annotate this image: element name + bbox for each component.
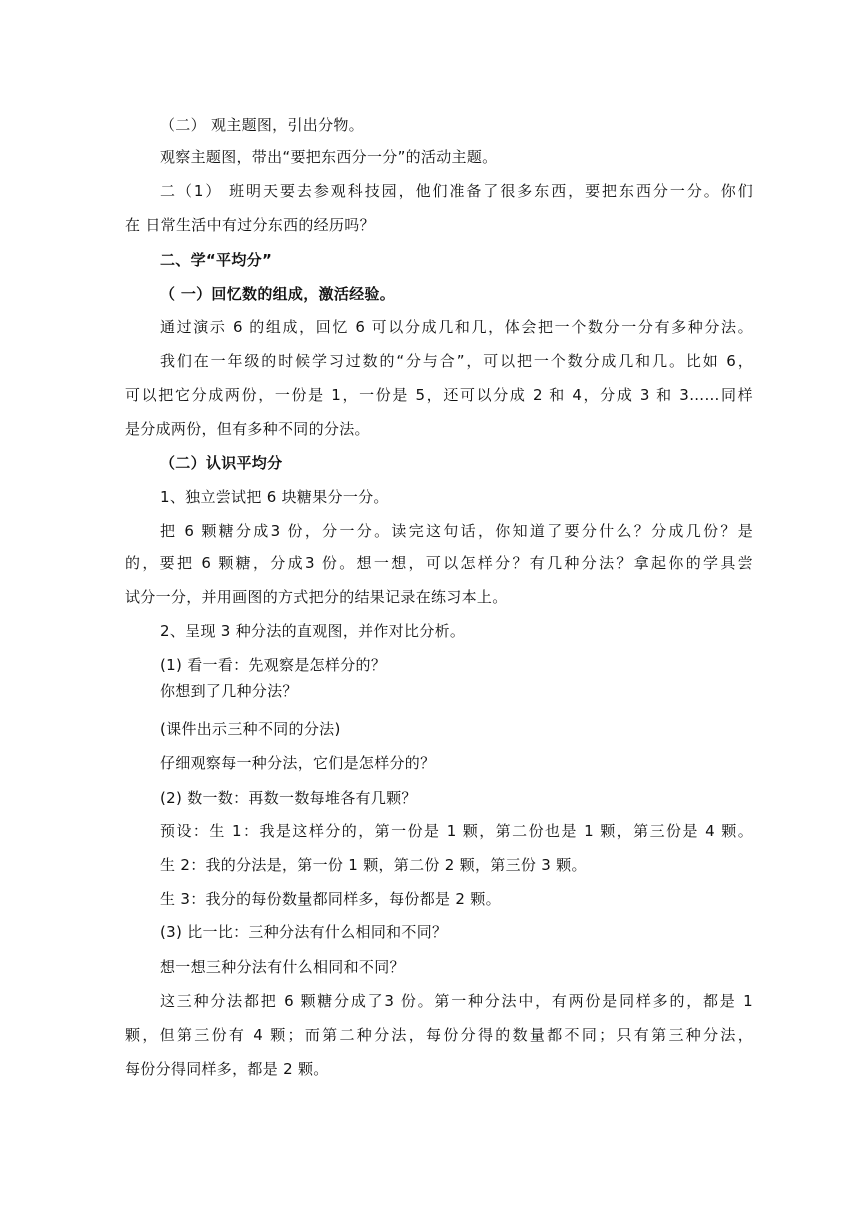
text-line: 通过演示 6 的组成，回忆 6 可以分成几和几，体会把一个数分一分有多种分法。 [160, 318, 753, 336]
text-line: （二） 观主题图，引出分物。 [160, 116, 364, 134]
text-line: (1) 看一看：先观察是怎样分的？ [160, 656, 387, 674]
text-line: 你想到了几种分法？ [160, 682, 298, 700]
text-line: 仔细观察每一种分法，它们是怎样分的？ [160, 754, 436, 772]
text-line: 试分一分，并用画图的方式把分的结果记录在练习本上。 [125, 588, 508, 606]
section-heading: 二、学“平均分” [160, 251, 273, 269]
text-line: (课件出示三种不同的分法) [160, 720, 341, 738]
text-line: 2、呈现 3 种分法的直观图，并作对比分析。 [160, 622, 466, 640]
text-line: 可以把它分成两份，一份是 1，一份是 5，还可以分成 2 和 4，分成 3 和 3……同样 [125, 386, 753, 404]
text-line: 生 2：我的分法是，第一份 1 颗，第二份 2 颗，第三份 3 颗。 [160, 856, 587, 874]
text-line: 这三种分法都把 6 颗糖分成了3 份。第一种分法中，有两份是同样多的，都是 1 [160, 992, 753, 1010]
text-line: 每份分得同样多，都是 2 颗。 [125, 1060, 329, 1078]
text-line: 预设：生 1：我是这样分的，第一份是 1 颗，第二份也是 1 颗，第三份是 4 颗。 [160, 822, 753, 840]
text-line: 是分成两份，但有多种不同的分法。 [125, 420, 370, 438]
text-line: 生 3：我分的每份数量都同样多，每份都是 2 颗。 [160, 890, 501, 908]
text-line: 的，要把 6 颗糖，分成3 份。想一想，可以怎样分？有几种分法？拿起你的学具尝 [125, 554, 753, 572]
text-line: (2) 数一数：再数一数每堆各有几颗？ [160, 789, 417, 807]
text-line: 二（1） 班明天要去参观科技园，他们准备了很多东西，要把东西分一分。你们 [160, 182, 753, 200]
text-line: 想一想三种分法有什么相同和不同？ [160, 958, 405, 976]
text-line: 把 6 颗糖分成3 份，分一分。读完这句话，你知道了要分什么？分成几份？是 [160, 522, 753, 540]
text-line: 颗，但第三份有 4 颗；而第二种分法，每份分得的数量都不同；只有第三种分法， [125, 1026, 753, 1044]
text-line: (3) 比一比：三种分法有什么相同和不同？ [160, 923, 448, 941]
text-line: 我们在一年级的时候学习过数的“分与合”，可以把一个数分成几和几。比如 6， [160, 352, 753, 370]
text-line: 观察主题图，带出“要把东西分一分”的活动主题。 [160, 148, 498, 166]
subsection-heading: （ 一）回忆数的组成，激活经验。 [160, 285, 396, 303]
text-line: 1、独立尝试把 6 块糖果分一分。 [160, 488, 389, 506]
text-line: 在 日常生活中有过分东西的经历吗？ [125, 216, 375, 234]
subsection-heading: （二）认识平均分 [160, 454, 283, 472]
